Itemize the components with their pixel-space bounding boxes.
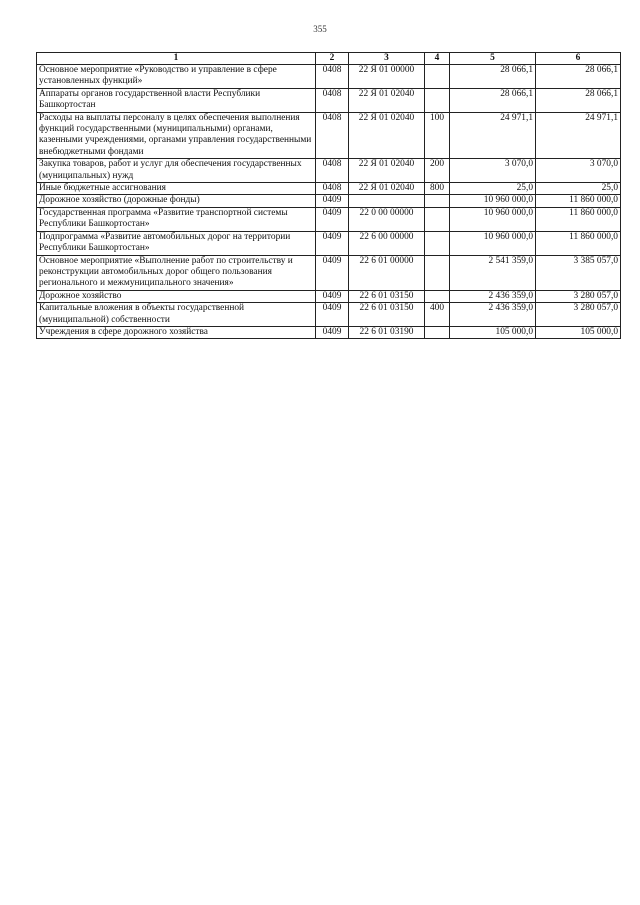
row-amount-col-5: 10 960 000,0 <box>450 231 536 255</box>
row-section: 0409 <box>316 195 349 207</box>
row-amount-col-6: 3 385 057,0 <box>536 255 621 290</box>
row-section: 0408 <box>316 112 349 159</box>
row-section: 0409 <box>316 231 349 255</box>
table-row <box>37 207 621 231</box>
table-row <box>37 112 621 159</box>
row-section: 0408 <box>316 65 349 89</box>
row-target-code: 22 Я 01 00000 <box>349 65 425 89</box>
row-amount-col-6: 3 280 057,0 <box>536 303 621 327</box>
row-target-code: 22 6 01 03190 <box>349 326 425 338</box>
row-amount-col-6: 3 070,0 <box>536 159 621 183</box>
row-amount-col-5: 25,0 <box>450 183 536 195</box>
row-amount-col-5: 2 541 359,0 <box>450 255 536 290</box>
table-row <box>37 255 621 290</box>
table-row <box>37 88 621 112</box>
row-amount-col-5: 28 066,1 <box>450 88 536 112</box>
row-target-code: 22 Я 01 02040 <box>349 183 425 195</box>
row-section: 0409 <box>316 326 349 338</box>
row-amount-col-6: 28 066,1 <box>536 88 621 112</box>
row-section: 0409 <box>316 255 349 290</box>
row-amount-col-5: 105 000,0 <box>450 326 536 338</box>
row-amount-col-6: 28 066,1 <box>536 65 621 89</box>
row-amount-col-6: 24 971,1 <box>536 112 621 159</box>
row-name: Аппараты органов государственной власти Республики Башкортостан <box>37 88 316 112</box>
row-target-code: 22 6 01 03150 <box>349 303 425 327</box>
header-col-6: 6 <box>536 53 621 65</box>
table-row <box>37 303 621 327</box>
row-expense-type: 100 <box>425 112 450 159</box>
row-section: 0408 <box>316 88 349 112</box>
row-target-code: 22 6 01 00000 <box>349 255 425 290</box>
row-expense-type <box>425 88 450 112</box>
table-row <box>37 159 621 183</box>
row-name: Иные бюджетные ассигнования <box>37 183 316 195</box>
row-amount-col-5: 3 070,0 <box>450 159 536 183</box>
row-target-code: 22 Я 01 02040 <box>349 112 425 159</box>
row-expense-type: 400 <box>425 303 450 327</box>
row-amount-col-6: 25,0 <box>536 183 621 195</box>
row-target-code: 22 6 00 00000 <box>349 231 425 255</box>
row-section: 0408 <box>316 159 349 183</box>
row-amount-col-5: 10 960 000,0 <box>450 195 536 207</box>
row-amount-col-5: 2 436 359,0 <box>450 303 536 327</box>
row-name: Закупка товаров, работ и услуг для обеспечения государственных (муниципальных) нужд <box>37 159 316 183</box>
row-target-code: 22 Я 01 02040 <box>349 88 425 112</box>
header-col-2: 2 <box>316 53 349 65</box>
row-expense-type <box>425 290 450 302</box>
row-name: Учреждения в сфере дорожного хозяйства <box>37 326 316 338</box>
row-name: Дорожное хозяйство (дорожные фонды) <box>37 195 316 207</box>
table-row <box>37 326 621 338</box>
row-amount-col-6: 3 280 057,0 <box>536 290 621 302</box>
table-row <box>37 231 621 255</box>
row-section: 0408 <box>316 183 349 195</box>
header-col-5: 5 <box>450 53 536 65</box>
row-expense-type <box>425 255 450 290</box>
row-amount-col-6: 11 860 000,0 <box>536 207 621 231</box>
header-col-3: 3 <box>349 53 425 65</box>
row-target-code: 22 Я 01 02040 <box>349 159 425 183</box>
table-row <box>37 65 621 89</box>
row-target-code <box>349 195 425 207</box>
row-amount-col-6: 11 860 000,0 <box>536 195 621 207</box>
table-header-row <box>37 53 621 65</box>
row-name: Основное мероприятие «Руководство и управление в сфере установленных функций» <box>37 65 316 89</box>
row-expense-type <box>425 195 450 207</box>
row-expense-type <box>425 207 450 231</box>
row-name: Основное мероприятие «Выполнение работ по строительству и реконструкции автомобильных дорог общего пользования регионального и межмуниципального значения» <box>37 255 316 290</box>
row-expense-type <box>425 231 450 255</box>
table-row <box>37 183 621 195</box>
row-section: 0409 <box>316 207 349 231</box>
row-amount-col-6: 105 000,0 <box>536 326 621 338</box>
row-target-code: 22 0 00 00000 <box>349 207 425 231</box>
row-amount-col-5: 10 960 000,0 <box>450 207 536 231</box>
row-expense-type: 800 <box>425 183 450 195</box>
row-section: 0409 <box>316 290 349 302</box>
row-amount-col-5: 24 971,1 <box>450 112 536 159</box>
table-row <box>37 195 621 207</box>
row-name: Государственная программа «Развитие транспортной системы Республики Башкортостан» <box>37 207 316 231</box>
table-row <box>37 290 621 302</box>
row-section: 0409 <box>316 303 349 327</box>
row-name: Дорожное хозяйство <box>37 290 316 302</box>
row-target-code: 22 6 01 03150 <box>349 290 425 302</box>
row-amount-col-5: 28 066,1 <box>450 65 536 89</box>
row-name: Расходы на выплаты персоналу в целях обеспечения выполнения функций государственными (муниципальными) органами, казенными учреждениями, органами управления государственными внебюджетными фондами <box>37 112 316 159</box>
budget-table <box>36 52 621 339</box>
page-number: 355 <box>313 24 327 34</box>
row-expense-type <box>425 326 450 338</box>
row-name: Подпрограмма «Развитие автомобильных дорог на территории Республики Башкортостан» <box>37 231 316 255</box>
row-expense-type <box>425 65 450 89</box>
row-amount-col-5: 2 436 359,0 <box>450 290 536 302</box>
row-amount-col-6: 11 860 000,0 <box>536 231 621 255</box>
header-col-4: 4 <box>425 53 450 65</box>
row-expense-type: 200 <box>425 159 450 183</box>
header-col-1: 1 <box>37 53 316 65</box>
row-name: Капитальные вложения в объекты государственной (муниципальной) собственности <box>37 303 316 327</box>
